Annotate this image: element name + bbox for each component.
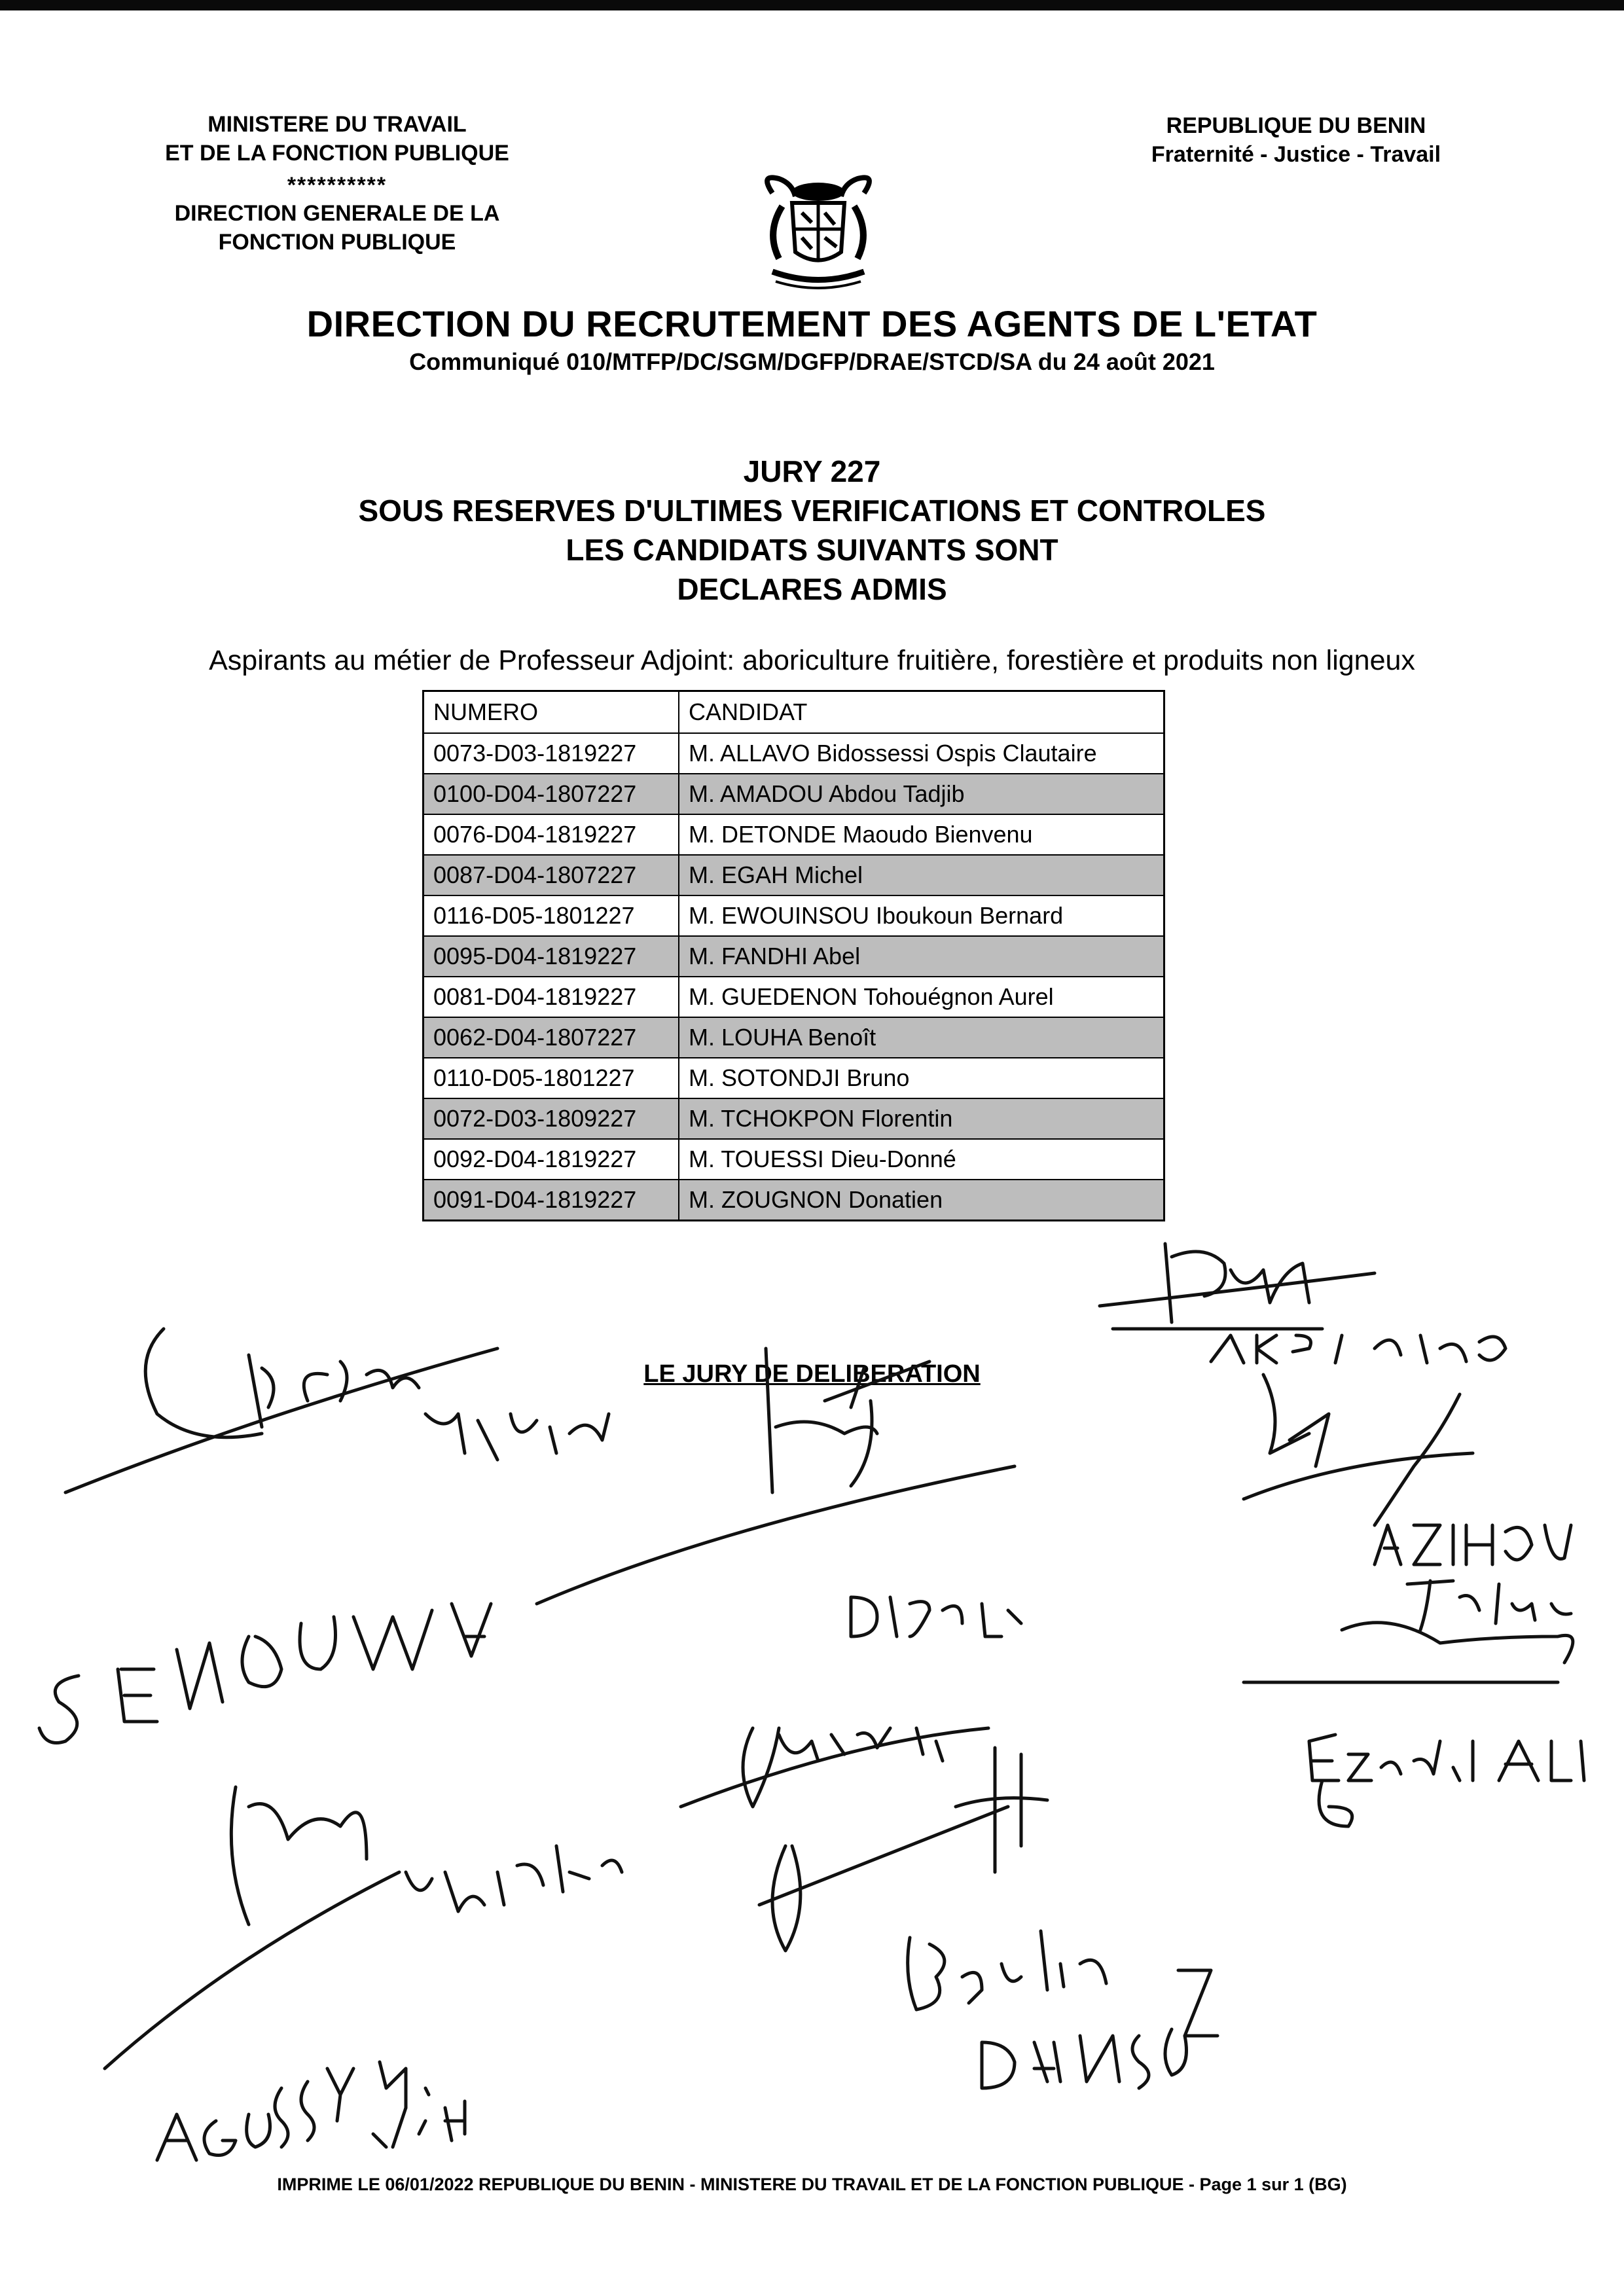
cell-numero: 0076-D04-1819227 xyxy=(424,814,679,855)
cell-candidat: M. AMADOU Abdou Tadjib xyxy=(679,774,1164,814)
scan-top-border xyxy=(0,0,1624,10)
table-row xyxy=(424,936,1164,977)
signature-hassou xyxy=(681,1728,1047,1951)
signature-senouwa xyxy=(39,1329,609,1743)
signature-alioba xyxy=(1244,1623,1584,1826)
document-title: DIRECTION DU RECRUTEMENT DES AGENTS DE L'ETAT xyxy=(306,303,1318,344)
table-row xyxy=(424,1098,1164,1139)
communique-reference: Communiqué 010/MTFP/DC/SGM/DGFP/DRAE/STCD/SA du 24 août 2021 xyxy=(409,348,1215,375)
cell-numero: 0087-D04-1807227 xyxy=(424,855,679,895)
cell-numero: 0100-D04-1807227 xyxy=(424,774,679,814)
table-row xyxy=(424,1139,1164,1180)
cell-numero: 0092-D04-1819227 xyxy=(424,1139,679,1180)
programme-description: Aspirants au métier de Professeur Adjoint: aboriculture fruitière, forestière et produits non ligneux xyxy=(209,645,1415,676)
direction-line-2: FONCTION PUBLIQUE xyxy=(218,230,456,255)
cell-candidat: M. TOUESSI Dieu-Donné xyxy=(679,1139,1164,1180)
cell-candidat: M. TCHOKPON Florentin xyxy=(679,1098,1164,1139)
admitted-candidates-table xyxy=(422,690,1165,1221)
signature-djegui xyxy=(537,1348,1021,1636)
table-row xyxy=(424,774,1164,814)
jury-admitted-line: DECLARES ADMIS xyxy=(677,572,947,606)
cell-candidat: M. EGAH Michel xyxy=(679,855,1164,895)
cell-candidat: M. SOTONDJI Bruno xyxy=(679,1058,1164,1098)
republic-motto: Fraternité - Justice - Travail xyxy=(1151,142,1441,167)
cell-candidat: M. GUEDENON Tohouégnon Aurel xyxy=(679,977,1164,1017)
cell-numero: 0081-D04-1819227 xyxy=(424,977,679,1017)
jury-reserve-line: SOUS RESERVES D'ULTIMES VERIFICATIONS ET CONTROLES xyxy=(358,494,1266,528)
jury-deliberation-label: LE JURY DE DELIBERATION xyxy=(643,1360,981,1388)
table-row xyxy=(424,814,1164,855)
cell-numero: 0116-D05-1801227 xyxy=(424,895,679,936)
print-footer: IMPRIME LE 06/01/2022 REPUBLIQUE DU BENIN - MINISTERE DU TRAVAIL ET DE LA FONCTION PUBLIQUE - Page 1 sur 1 (BG) xyxy=(277,2175,1347,2194)
cell-numero: 0062-D04-1807227 xyxy=(424,1017,679,1058)
cell-numero: 0091-D04-1819227 xyxy=(424,1180,679,1221)
ministry-line-1: MINISTERE DU TRAVAIL xyxy=(208,112,467,137)
cell-candidat: M. ZOUGNON Donatien xyxy=(679,1180,1164,1221)
header-ministry xyxy=(134,110,540,257)
ministry-line-2: ET DE LA FONCTION PUBLIQUE xyxy=(165,141,509,166)
table-row xyxy=(424,977,1164,1017)
handwritten-signatures xyxy=(0,1218,1624,2167)
coat-of-arms-emblem xyxy=(746,167,890,291)
table-header-row xyxy=(424,691,1164,734)
cell-numero: 0072-D03-1809227 xyxy=(424,1098,679,1139)
table-row xyxy=(424,895,1164,936)
jury-candidates-line: LES CANDIDATS SUIVANTS SONT xyxy=(566,533,1058,567)
table-row xyxy=(424,1017,1164,1058)
column-header-candidat: CANDIDAT xyxy=(679,691,1164,734)
table-row xyxy=(424,733,1164,774)
table-row xyxy=(424,1180,1164,1221)
cell-candidat: M. ALLAVO Bidossessi Ospis Clautaire xyxy=(679,733,1164,774)
cell-numero: 0095-D04-1819227 xyxy=(424,936,679,977)
republic-name: REPUBLIQUE DU BENIN xyxy=(1166,113,1426,138)
cell-numero: 0110-D05-1801227 xyxy=(424,1058,679,1098)
cell-candidat: M. DETONDE Maoudo Bienvenu xyxy=(679,814,1164,855)
signature-agossy xyxy=(105,1787,622,2160)
column-header-numero: NUMERO xyxy=(424,691,679,734)
jury-heading xyxy=(0,452,1624,609)
signature-berlin-dansou xyxy=(908,1931,1218,2088)
cell-candidat: M. LOUHA Benoît xyxy=(679,1017,1164,1058)
signature-akpo xyxy=(1100,1244,1506,1363)
direction-line-1: DIRECTION GENERALE DE LA xyxy=(174,201,500,226)
header-separator: ********** xyxy=(287,173,388,198)
cell-candidat: M. EWOUINSOU Iboukoun Bernard xyxy=(679,895,1164,936)
table-row xyxy=(424,855,1164,895)
header-republic xyxy=(1060,111,1532,169)
table-row xyxy=(424,1058,1164,1098)
cell-candidat: M. FANDHI Abel xyxy=(679,936,1164,977)
signature-azihou xyxy=(1244,1375,1571,1630)
cell-numero: 0073-D03-1819227 xyxy=(424,733,679,774)
jury-number: JURY 227 xyxy=(743,454,881,488)
